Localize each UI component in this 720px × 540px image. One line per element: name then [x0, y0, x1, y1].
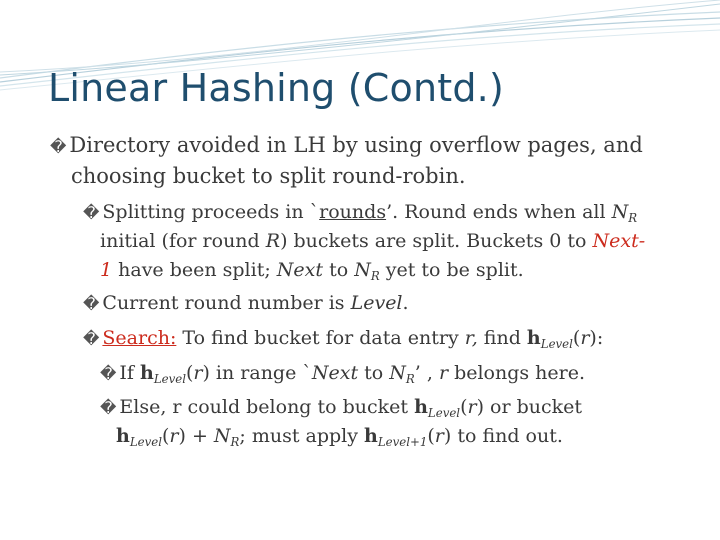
sub2-text-e: ) +: [178, 425, 214, 447]
level-point: [83, 292, 409, 314]
search-sub-point2-line2: [116, 425, 563, 450]
bullet-icon: �: [100, 398, 117, 417]
search-sub-point1: [100, 362, 586, 387]
slide-title: Linear Hashing (Contd.): [48, 66, 504, 110]
r-symbol: r: [438, 362, 449, 384]
rounds-point-line1: [83, 201, 638, 226]
rounds-word: rounds: [319, 201, 387, 223]
n-symbol: N: [354, 259, 371, 281]
r-subscript: R: [405, 372, 415, 387]
bullet-icon: �: [83, 203, 100, 222]
n-symbol: N: [389, 362, 406, 384]
main-point-text2: choosing bucket to split round-robin.: [71, 164, 466, 188]
next-word: Next: [276, 259, 324, 281]
r-symbol: r: [434, 425, 444, 447]
n-symbol: N: [213, 425, 231, 447]
rounds-line3-c: yet to be split.: [379, 259, 524, 281]
paren-close: ):: [589, 327, 604, 349]
level-text-b: .: [402, 292, 409, 314]
sub1-text-c: ) in range `: [202, 362, 312, 384]
main-point-line2: [71, 164, 466, 188]
r-symbol: r: [580, 327, 590, 349]
main-point-line1: [50, 133, 643, 157]
rounds-line3-a: have been split;: [112, 259, 277, 281]
next-word: Next: [311, 362, 359, 384]
level-subscript: Level: [129, 435, 162, 450]
bullet-icon: �: [50, 137, 67, 156]
n-symbol: N: [611, 201, 629, 223]
search-text-a: To find bucket for data entry: [176, 327, 465, 349]
paren-open: (: [185, 362, 194, 384]
rounds-line2-a: initial (for round: [100, 230, 266, 252]
sub2-text-c: ) or bucket: [476, 396, 583, 418]
rounds-point-line3: [100, 259, 524, 284]
paren-open: (: [161, 425, 170, 447]
level-subscript: Level: [540, 337, 573, 352]
search-point: [83, 327, 604, 352]
sub1-text-f: belongs here.: [448, 362, 586, 384]
sub2-text-a: Else, r could belong to bucket: [119, 396, 415, 418]
rounds-text-b: ’. Round ends when all: [386, 201, 612, 223]
level-plus-one-subscript: Level+1: [377, 435, 428, 450]
h-function: h: [139, 362, 154, 384]
r-subscript: R: [628, 211, 638, 226]
r-symbol: r: [169, 425, 179, 447]
sub1-text-e: ’ ,: [414, 362, 439, 384]
search-label: Search:: [102, 327, 177, 349]
next-minus-one: 1: [100, 259, 113, 281]
r-subscript: R: [370, 269, 380, 284]
r-subscript: R: [230, 435, 240, 450]
sub1-text-a: If: [119, 362, 140, 384]
bullet-icon: �: [83, 294, 100, 313]
h-function: h: [414, 396, 428, 418]
level-text-a: Current round number is: [102, 292, 351, 314]
sub1-text-d: to: [358, 362, 390, 384]
r-symbol: r: [193, 362, 203, 384]
r-symbol: r,: [464, 327, 478, 349]
bullet-icon: �: [100, 364, 117, 383]
search-text-b: find: [477, 327, 527, 349]
main-point-text1: Directory avoided in LH by using overflow pages, and: [69, 133, 643, 157]
rounds-line2-b: ) buckets are split. Buckets 0 to: [280, 230, 593, 252]
next-minus-label: Next-: [592, 230, 646, 252]
paren-open: (: [572, 327, 581, 349]
rounds-line3-b: to: [323, 259, 355, 281]
sub2-text-f: ; must apply: [239, 425, 365, 447]
level-subscript: Level: [153, 372, 186, 387]
r-symbol: r: [467, 396, 477, 418]
round-r-symbol: R: [265, 230, 281, 252]
level-subscript: Level: [427, 406, 461, 421]
h-function: h: [364, 425, 378, 447]
rounds-text-a: Splitting proceeds in `: [102, 201, 320, 223]
bullet-icon: �: [83, 329, 100, 348]
paren-open: (: [427, 425, 435, 447]
paren-open: (: [460, 396, 468, 418]
h-function: h: [526, 327, 541, 349]
rounds-point-line2: [100, 230, 645, 252]
level-word: Level: [350, 292, 403, 314]
sub2-text-end: ) to find out.: [443, 425, 563, 447]
h-function: h: [116, 425, 130, 447]
search-sub-point2-line1: [100, 396, 583, 421]
